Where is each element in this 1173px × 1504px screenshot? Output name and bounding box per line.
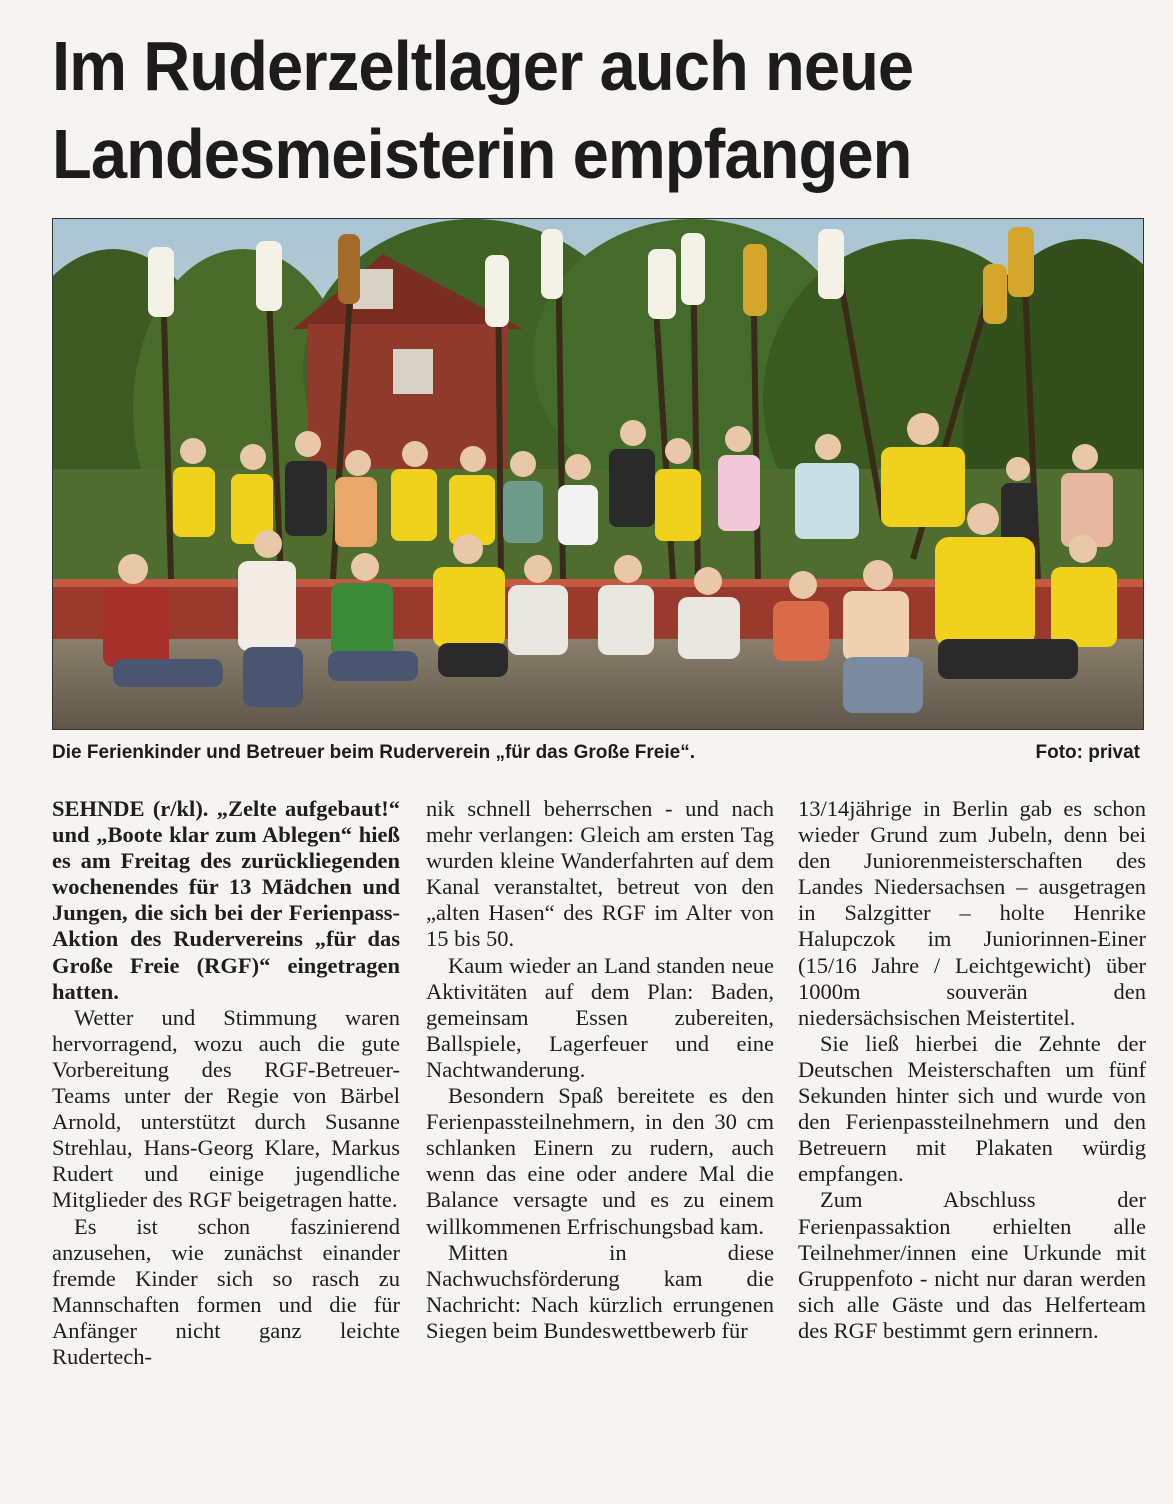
caption-text: Die Ferienkinder und Betreuer beim Ruderverein „für das Große Freie“. [52,742,696,763]
headline [52,22,1066,198]
paragraph: Es ist schon faszinierend anzusehen, wie zunächst einander fremde Kinder sich so rasch zu Mannschaften formen und die für Anfänger nicht ganz leichte Rudertech- [52,1213,400,1369]
article-column-3 [798,796,1146,1344]
paragraph: Wetter und Stimmung waren hervorragend, wozu auch die gute Vorbereitung des RGF-Betreuer-Teams unter der Regie von Bärbel Arnold, unterstützt durch Susanne Strehlau, Hans-Georg Klare, Markus Rudert und einige jugendliche Mitglieder des RGF beigetragen hatte. [52,1004,400,1213]
photo-credit: Foto: privat [1035,742,1140,763]
paragraph: Besondern Spaß bereitete es den Ferienpassteilnehmern, in den 30 cm schlanken Einern zu rudern, auch wenn das eine oder andere Mal die Balance versagte und es zu einem willkommenen Erfrischungsbad kam. [426,1083,774,1239]
paragraph: nik schnell beherrschen - und nach mehr verlangen: Gleich am ersten Tag wurden kleine Wanderfahrten auf dem Kanal veranstaltet, betreut von den „alten Hasen“ des RGF im Alter von 15 bis 50. [426,796,774,952]
photo-caption [52,742,1142,772]
paragraph: Kaum wieder an Land standen neue Aktivitäten auf dem Plan: Baden, gemeinsam Essen zubereiten, Ballspiele, Lagerfeuer und eine Nachtwanderung. [426,952,774,1082]
lead-paragraph: SEHNDE (r/kl). „Zelte aufgebaut!“ und „Boote klar zum Ablegen“ hieß es am Freitag des zurückliegenden wochenendes für 13 Mädchen und Jungen, die sich bei der Ferienpass-Aktion des Rudervereins „für das Große Freie (RGF)“ eingetragen hatten. [52,796,400,1004]
group-photo-illustration [53,219,1143,729]
article-column-1 [52,796,400,1370]
headline-line-2: Landesmeisterin empfangen [52,115,912,193]
paragraph: Sie ließ hierbei die Zehnte der Deutschen Meisterschaften um fünf Sekunden hinter sich und wurde von den Ferienpassteilnehmern und den Betreuern mit Plakaten würdig empfangen. [798,1030,1146,1187]
group-photo [52,218,1144,730]
paragraph: 13/14jährige in Berlin gab es schon wieder Grund zum Jubeln, denn bei den Juniorenmeisterschaften des Landes Niedersachsen – ausgetragen in Salzgitter – holte Henrike Halupczok im Juniorinnen-Einer (15/16 Jahre / Leichtgewicht) über 1000m souverän den niedersächsischen Meistertitel. [798,796,1146,1030]
headline-line-1: Im Ruderzeltlager auch neue [52,27,914,105]
article-column-2 [426,796,774,1344]
paragraph: Zum Abschluss der Ferienpassaktion erhielten alle Teilnehmer/innen eine Urkunde mit Gruppenfoto - nicht nur daran werden sich alle Gäste und das Helferteam des RGF bestimmt gern erinnern. [798,1187,1146,1343]
paragraph: Mitten in diese Nachwuchsförderung kam die Nachricht: Nach kürzlich errungenen Siegen beim Bundeswettbewerb für [426,1239,774,1343]
